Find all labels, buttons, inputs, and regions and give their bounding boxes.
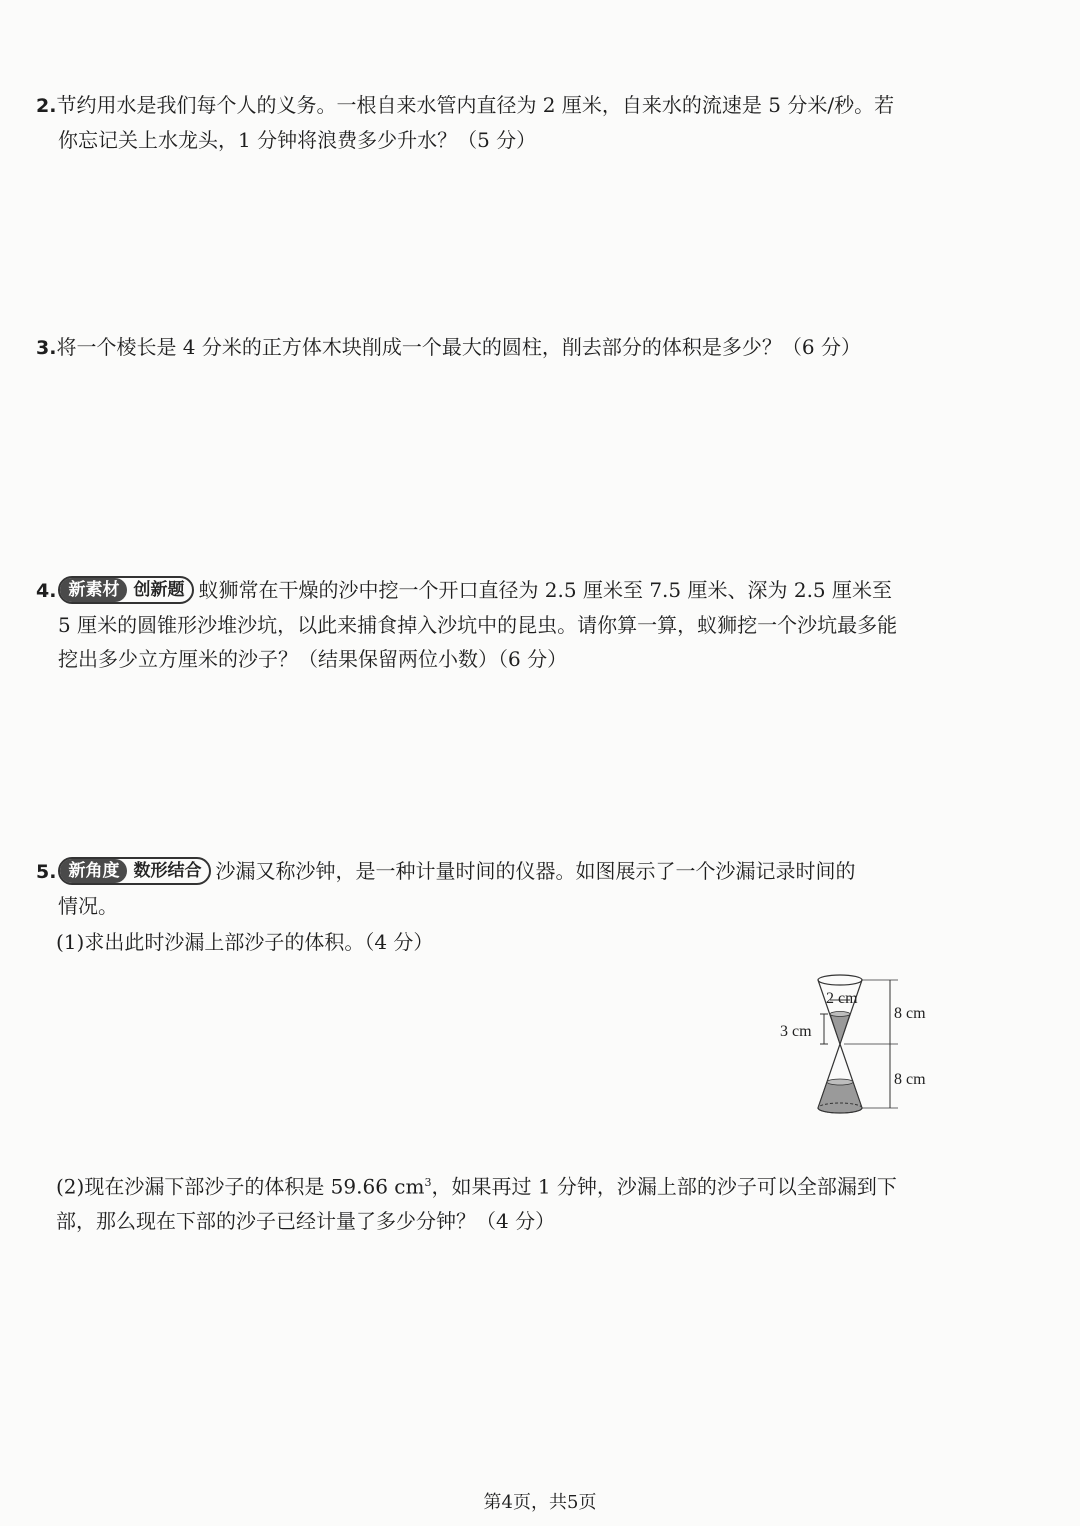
question-number: 2. [36,95,57,117]
question-tag [58,576,194,604]
question-text: 5 厘米的圆锥形沙堆沙坑，以此来捕食掉入沙坑中的昆虫。请你算一算，蚁狮挖一个沙坑最多能 [58,613,898,637]
unit-exponent: 3 [424,1176,432,1189]
question-number: 5. [36,861,57,883]
label-top-radius: 2 cm [826,990,858,1007]
tag-new-angle: 新角度 [60,859,127,883]
sub-question-2-text: (2)现在沙漏下部沙子的体积是 59.66 cm [56,1174,425,1199]
question-text: 你忘记关上水龙头，1 分钟将浪费多少升水？（5 分） [58,128,537,152]
hourglass-figure [770,968,950,1120]
question-text: 蚁狮常在干燥的沙中挖一个开口直径为 2.5 厘米至 7.5 厘米、深为 2.5 厘米至 [198,578,893,602]
question-5 [36,854,946,923]
page-footer: 第4页，共5页 [483,1492,597,1513]
upper-sand [830,1014,850,1044]
sub-question-2-text: 部，那么现在下部的沙子已经计量了多少分钟？（4 分） [56,1208,556,1233]
sub-question-2-text: ，如果再过 1 分钟，沙漏上部的沙子可以全部漏到下 [431,1174,897,1199]
question-2 [36,88,946,157]
label-sand-height: 3 cm [780,1023,812,1040]
question-4 [36,573,946,676]
tag-number-shape: 数形结合 [133,860,202,881]
tag-innovation: 创新题 [133,579,185,600]
question-number: 4. [36,580,57,602]
label-lower-height: 8 cm [894,1071,926,1088]
question-number: 3. [36,337,57,359]
label-upper-height: 8 cm [894,1005,926,1022]
question-text: 挖出多少立方厘米的沙子？（结果保留两位小数）（6 分） [58,647,568,671]
question-text: 节约用水是我们每个人的义务。一根自来水管内直径为 2 厘米，自来水的流速是 5 分米/秒。若 [56,93,895,117]
question-text: 将一个棱长是 4 分米的正方体木块削成一个最大的圆柱，削去部分的体积是多少？（6 分） [56,335,861,359]
lower-sand-surface [827,1079,853,1085]
question-text: 沙漏又称沙钟，是一种计量时间的仪器。如图展示了一个沙漏记录时间的 [215,859,856,883]
question-text: 情况。 [58,894,118,918]
sub-question-2 [56,1166,946,1238]
tag-new-material: 新素材 [60,578,127,602]
upper-sand-surface [830,1012,850,1017]
sub-question-1: (1)求出此时沙漏上部沙子的体积。（4 分） [56,930,434,954]
question-3 [36,330,946,365]
top-rim [818,975,862,985]
question-tag [58,857,211,885]
